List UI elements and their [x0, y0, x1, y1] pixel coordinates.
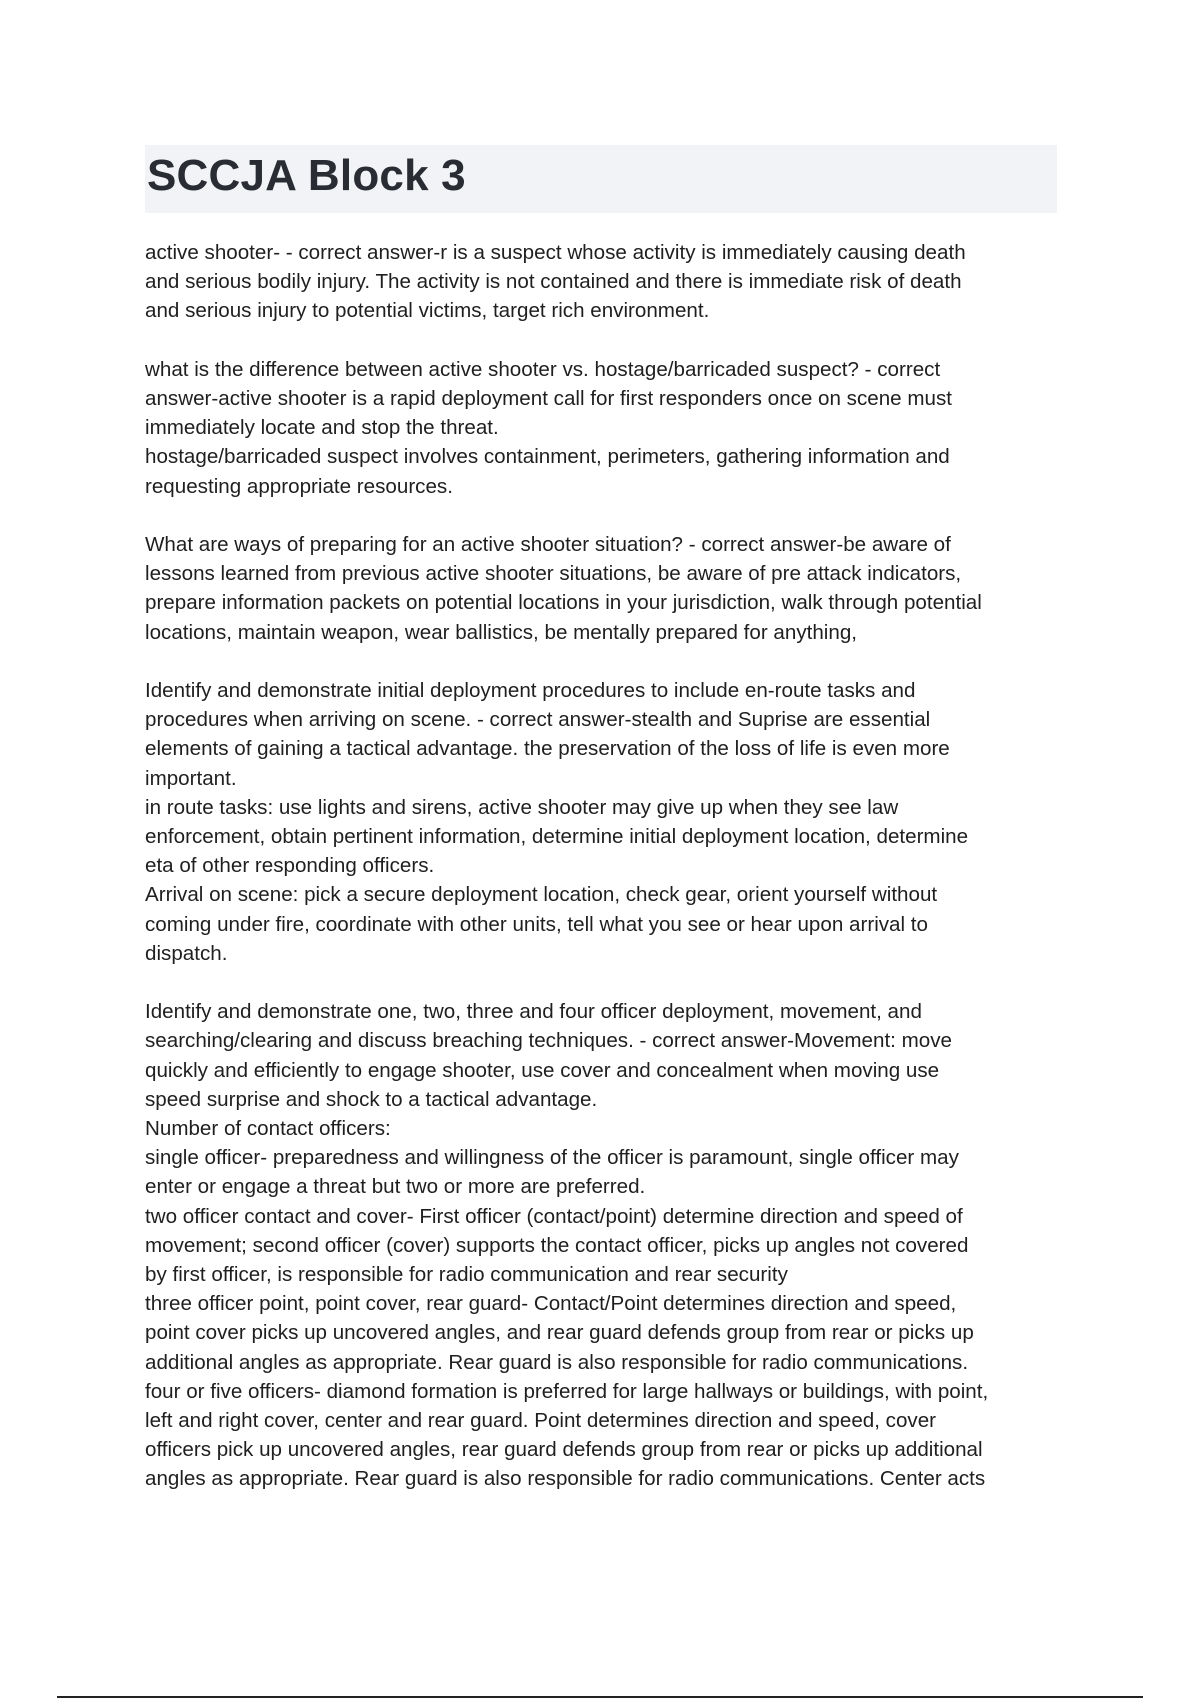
entry-text-line: officers pick up uncovered angles, rear guard defends group from rear or picks up additional — [145, 1438, 983, 1462]
entry-text-line: what is the difference between active shooter vs. hostage/barricaded suspect? - correct — [145, 357, 941, 381]
qa-entry — [145, 530, 1065, 647]
entry-text-line: and serious bodily injury. The activity is not contained and there is immediate risk of death — [145, 270, 962, 294]
entry-text-line: Identify and demonstrate one, two, three and four officer deployment, movement, and — [145, 1000, 922, 1024]
entry-text-line: elements of gaining a tactical advantage. the preservation of the loss of life is even more — [145, 737, 950, 761]
title-banner — [145, 145, 1057, 213]
entry-text-line: eta of other responding officers. — [145, 854, 435, 878]
entry-text-line: immediately locate and stop the threat. — [145, 416, 499, 440]
entry-text-line: angles as appropriate. Rear guard is also responsible for radio communications. Center acts — [145, 1467, 986, 1491]
entry-text-line: coming under fire, coordinate with other units, tell what you see or hear upon arrival to — [145, 912, 928, 936]
entry-text-line: procedures when arriving on scene. - correct answer-stealth and Suprise are essential — [145, 708, 931, 732]
entry-text-line: single officer- preparedness and willingness of the officer is paramount, single officer may — [145, 1146, 959, 1170]
entry-text-line: dispatch. — [145, 941, 228, 965]
entry-text-line: hostage/barricaded suspect involves containment, perimeters, gathering information and — [145, 445, 950, 469]
entry-text-line: active shooter- - correct answer-r is a suspect whose activity is immediately causing death — [145, 241, 966, 264]
entry-text-line: lessons learned from previous active shooter situations, be aware of pre attack indicators, — [145, 562, 962, 586]
qa-entry — [145, 676, 1065, 968]
document-body — [145, 238, 1065, 1523]
entry-text-line: requesting appropriate resources. — [145, 474, 453, 498]
entry-text-line: answer-active shooter is a rapid deployment call for first responders once on scene must — [145, 387, 952, 410]
entry-text-line: two officer contact and cover- First officer (contact/point) determine direction and speed of — [145, 1204, 963, 1228]
entry-text-line: What are ways of preparing for an active shooter situation? - correct answer-be aware of — [145, 533, 951, 556]
entry-text-line: quickly and efficiently to engage shooter, use cover and concealment when moving use — [145, 1058, 940, 1082]
entry-text-line: three officer point, point cover, rear guard- Contact/Point determines direction and speed, — [145, 1292, 957, 1316]
entry-text-line: enforcement, obtain pertinent information, determine initial deployment location, determine — [145, 825, 969, 849]
entry-text-line: enter or engage a threat but two or more are preferred. — [145, 1175, 646, 1199]
qa-entry — [145, 238, 1065, 326]
entry-text-line: left and right cover, center and rear guard. Point determines direction and speed, cover — [145, 1409, 937, 1433]
entry-text-line: Arrival on scene: pick a secure deployment location, check gear, orient yourself without — [145, 883, 938, 907]
entry-text-line: movement; second officer (cover) supports the contact officer, picks up angles not covered — [145, 1233, 969, 1257]
entry-text-line: Identify and demonstrate initial deployment procedures to include en-route tasks and — [145, 679, 916, 702]
page-bottom-divider — [57, 1696, 1143, 1698]
entry-text-line: additional angles as appropriate. Rear guard is also responsible for radio communications. — [145, 1350, 969, 1374]
entry-text-line: four or five officers- diamond formation is preferred for large hallways or buildings, with point, — [145, 1379, 989, 1403]
document-title: SCCJA Block 3 — [147, 151, 466, 200]
entry-text-line: by first officer, is responsible for radio communication and rear security — [145, 1263, 788, 1287]
entry-text-line: and serious injury to potential victims, target rich environment. — [145, 299, 710, 323]
entry-text-line: speed surprise and shock to a tactical advantage. — [145, 1087, 598, 1111]
entry-text-line: locations, maintain weapon, wear ballistics, be mentally prepared for anything, — [145, 620, 858, 644]
entry-text-line: important. — [145, 766, 237, 790]
entry-text-line: prepare information packets on potential locations in your jurisdiction, walk through potential — [145, 591, 982, 615]
entry-text-line: point cover picks up uncovered angles, and rear guard defends group from rear or picks up — [145, 1321, 974, 1345]
qa-entry — [145, 355, 1065, 501]
entry-text-line: Number of contact officers: — [145, 1117, 391, 1141]
entry-text-line: searching/clearing and discuss breaching techniques. - correct answer-Movement: move — [145, 1029, 952, 1053]
qa-entry — [145, 997, 1065, 1493]
entry-text-line: in route tasks: use lights and sirens, active shooter may give up when they see law — [145, 795, 899, 819]
